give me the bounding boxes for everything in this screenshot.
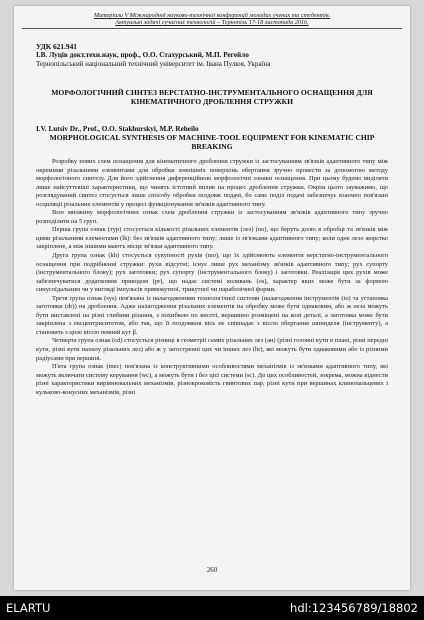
paragraph: Перша група ознак (тур) стосується кількості різальних елементів (лез) (no), що беруть долю в обробці та зв'язків між цими різальними елементами (lk): без зв'язків адаптивного типу; лише із зв'язками адаптивного типу; коли одне лезо жорстко закріплене, а між іншими маютъ місце зв'язки адаптивного типу. [36,226,388,251]
title-ukrainian: МОРФОЛОГІЧНИЙ СИНТЕЗ ВЕРСТАТНО-ІНСТРУМЕНТАЛЬНОГО ОСНАЩЕННЯ ДЛЯ КІНЕМАТИЧНОГО ДРОБЛЕННЯ СТРУЖКИ [51,88,373,107]
header-line-2: Актуальні задачі сучасних технологій – Тернопіль 17-18 листопада 2016. [115,19,309,26]
paragraph: Друга група ознак (kh) стосується сукупності рухів (mo), що їх здійснюють елементи верстатно-інструментального оснащення при подрібненні стружки: рухи відсутні; існує лише рух механізму зв'язків адаптивного типу; рух супорту (інструментального блоку); рух заготовки; рух супорту (інструментального блоку) і заготовки. Реалізація цих рухів може забезпечуватися додатковим приводом (pr), що надає системі коливань (os), характер яких може бути за формою синусоїдальним чи у вигляді імпульсів прямокутної, трикутної чи параболічної форми. [36,252,388,294]
running-header [22,12,402,29]
affiliation-ukrainian: Тернопільський національний технічний університет ім. Івана Пулюя, Україна [36,60,271,68]
udc-code: УДК 621.941 [36,42,77,51]
authors-english: I.V. Lutsiv Dr., Prof., O.O. Stakhurskyi, M.P. Reheilo [36,125,199,133]
authors-ukrainian: І.В. Луців докт.техн.наук, проф., О.О. Стахурський, М.П. Регейло [36,51,249,59]
paragraph: П'ята група ознак (mec) пов'язана із конструктивними особливостями механізмів із зв'язками адаптивного типу, які можуть включати систему керування (wc), а можуть бути і без цієї системи (sc). До цих особливостей, зокрема, можна віднести різні характеристики вирівнювальних механізмів, різнокроковість гвинтових пар, різні кути при вершинах клинопальцевих і кульково-конусних механізмів, різні [36,363,388,396]
title-english: MORPHOLOGICAL SYNTHESIS OF MACHINE-TOOL EQUIPMENT FOR KINEMATIC CHIP BREAKING [49,133,375,152]
paragraph: Розробку нових схем оснащення для кінематичного дроблення стружки із застосуванням зв'язків адаптивного типу між окремими різальними елементами для обробки зовнішніх поверхонь обертання зручно провести за допомогою методу морфологічного синтезу. Для його здійснення диференційною морфологічні ознаки оснащення. При цьому будемо виділяти лише найсуттєвіші характеристики, що чинять істотний вплив на процес дроблення стружки. Окрім цього зауважимо, що розглядуваний синтез стосується лише способу обробки поздовж подачі, бо саме поділ подачі забезпечує взаємно пов'язані осциляції різальних елементів у процесі функціонування зв'язків адаптивного типу. [36,158,388,208]
paragraph: Всю множину морфологічних ознак схем дроблення стружки із застосуванням зв'язків адаптивного типу зручно розподілити на 5 груп. [36,209,388,225]
page-number: 260 [206,567,218,574]
paragraph: Третя група ознак (sys) пов'язана із налагодженням технологічної системи (налагодження інструментів (to) та установка заготовки (dr)) на дроблення. Адже налагодження різальних елементів на обробку може бути однаковим, або ж леза можуть бути виставлені на різні глибини різання, з похибкою по висоті, вершинно розміщені на колі деталі, а заготовка може бути закріплена з ексцентриситетом, або так, що її поздовжня вісь не співпадає з віссю обертання шпинделя (інструменту), а становить з цією віссю певний кут β. [36,294,388,336]
paragraph: Четверта група ознак (cd) стосується різниці в геометрії самих різальних лез (ан) (різні головні кути в плані, різні передні кути, різні кути нахилу різальних лез) або ж у загостренні цих чи інших лез (hr), які можуть бути однаковими або із різними радіусами при вершині. [36,337,388,362]
repository-footer [0,596,424,620]
handle-id[interactable]: hdl:123456789/18802 [290,601,418,615]
document-page [14,6,410,590]
body-text [36,158,388,397]
header-line-1: Матеріали V Міжнародної науково-технічної конференції молодих учених та студентів. [93,12,331,19]
repository-name: ELARTU [6,601,51,615]
